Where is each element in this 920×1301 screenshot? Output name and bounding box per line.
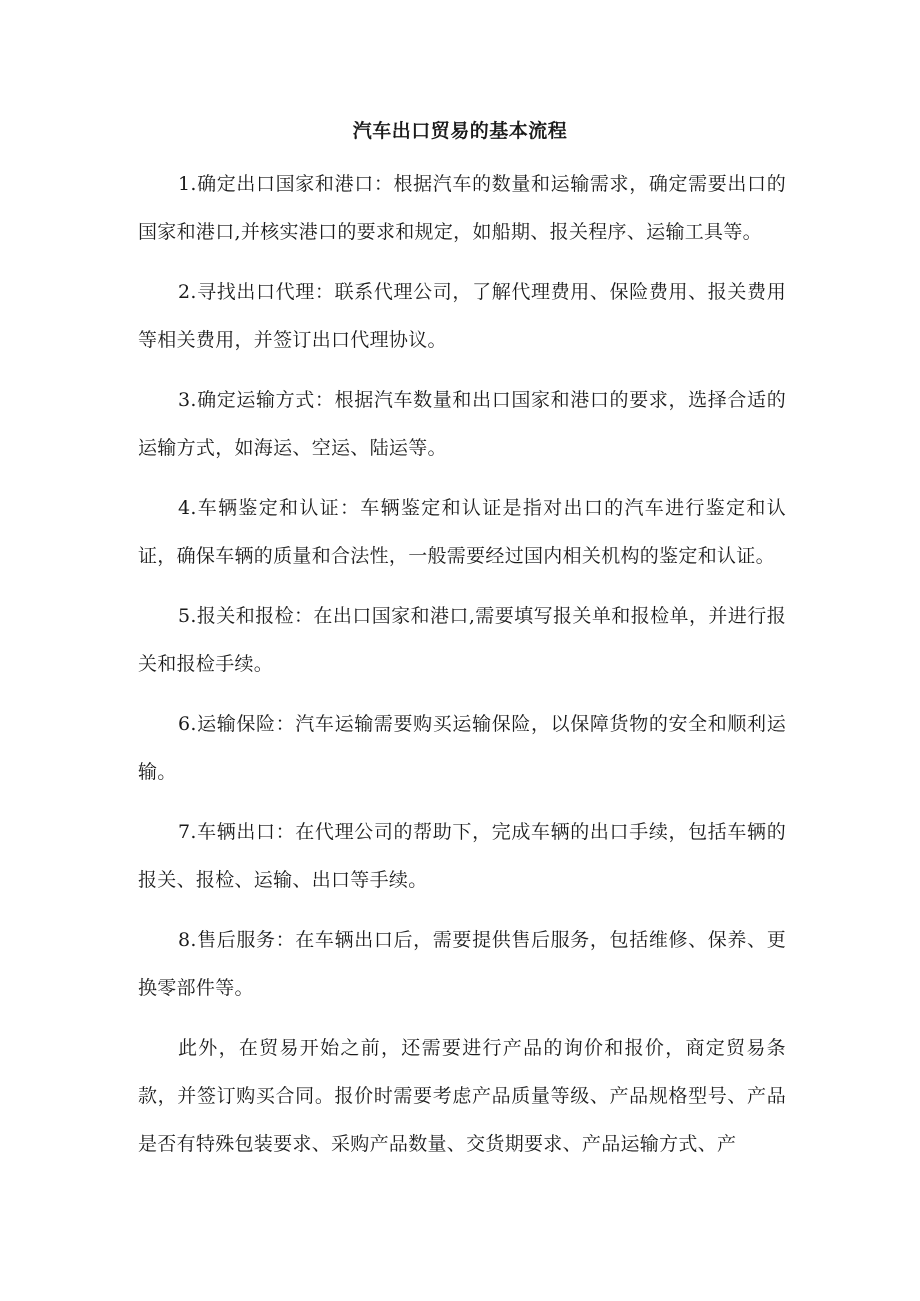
step-text: .售后服务：在车辆出口后，需要提供售后服务，包括维修、保养、更换零部件等。 xyxy=(138,929,786,999)
step-paragraph-1 xyxy=(138,160,786,256)
step-paragraph-2 xyxy=(138,268,786,364)
step-number: 1 xyxy=(178,173,191,195)
step-number: 4 xyxy=(178,497,191,519)
step-text: .确定出口国家和港口：根据汽车的数量和运输需求，确定需要出口的国家和港口,并核实港口的要求和规定，如船期、报关程序、运输工具等。 xyxy=(138,173,786,243)
document-body xyxy=(138,160,786,1180)
document-title: 汽车出口贸易的基本流程 xyxy=(352,120,568,142)
step-number: 3 xyxy=(178,389,191,411)
step-text: .运输保险：汽车运输需要购买运输保险，以保障货物的安全和顺利运输。 xyxy=(138,713,786,783)
step-text: .确定运输方式：根据汽车数量和出口国家和港口的要求，选择合适的运输方式，如海运、空运、陆运等。 xyxy=(138,389,786,459)
step-number: 5 xyxy=(178,605,191,627)
closing-paragraph: 此外，在贸易开始之前，还需要进行产品的询价和报价，商定贸易条款，并签订购买合同。报价时需要考虑产品质量等级、产品规格型号、产品是否有特殊包装要求、采购产品数量、交货期要求、产品运输方式、产 xyxy=(138,1037,786,1155)
step-text: .报关和报检：在出口国家和港口,需要填写报关单和报检单，并进行报关和报检手续。 xyxy=(138,605,786,675)
step-text: .寻找出口代理：联系代理公司，了解代理费用、保险费用、报关费用等相关费用，并签订出口代理协议。 xyxy=(138,281,786,351)
step-text: .车辆出口：在代理公司的帮助下，完成车辆的出口手续，包括车辆的报关、报检、运输、出口等手续。 xyxy=(138,821,786,891)
step-number: 8 xyxy=(178,929,191,951)
step-paragraph-4 xyxy=(138,484,786,580)
step-paragraph-7 xyxy=(138,808,786,904)
step-paragraph-5 xyxy=(138,592,786,688)
step-number: 2 xyxy=(178,281,191,303)
step-paragraph-8 xyxy=(138,916,786,1012)
step-text: .车辆鉴定和认证：车辆鉴定和认证是指对出口的汽车进行鉴定和认证，确保车辆的质量和合法性，一般需要经过国内相关机构的鉴定和认证。 xyxy=(138,497,786,567)
step-number: 7 xyxy=(178,821,191,843)
step-paragraph-3 xyxy=(138,376,786,472)
step-number: 6 xyxy=(178,713,191,735)
step-paragraph-6 xyxy=(138,700,786,796)
